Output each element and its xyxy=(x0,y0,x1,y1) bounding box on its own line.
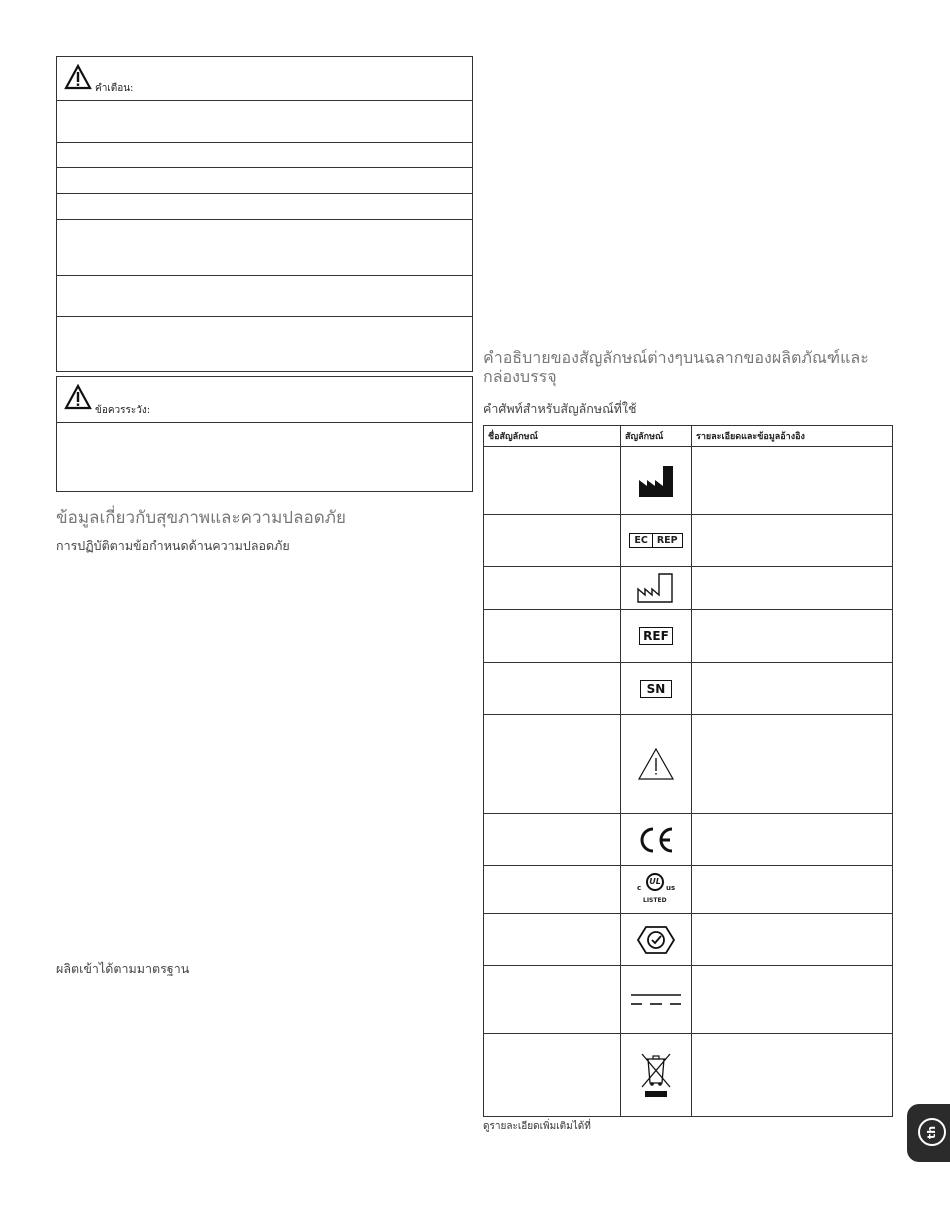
warning-row xyxy=(57,194,472,220)
ul-listed-icon: c UL us LISTED xyxy=(634,871,678,909)
table-row xyxy=(484,814,892,866)
table-row xyxy=(484,610,892,663)
safety-compliance-subheading: การปฏิบัติตามข้อกำหนดด้านความปลอดภัย xyxy=(56,538,290,553)
caution-header xyxy=(57,377,472,423)
caution-box xyxy=(56,376,473,492)
warning-row xyxy=(57,220,472,276)
symbols-table xyxy=(483,425,893,1117)
date-of-manufacture-icon xyxy=(636,572,676,604)
symbols-heading: คำอธิบายของสัญลักษณ์ต่างๆบนฉลากของผลิตภัณฑ์และกล่องบรรจุ xyxy=(483,348,869,386)
table-header-row xyxy=(484,426,892,447)
rcm-mark-icon xyxy=(637,925,675,955)
ref-icon: REF xyxy=(639,627,673,645)
ce-mark-icon xyxy=(637,826,675,854)
health-safety-heading: ข้อมูลเกี่ยวกับสุขภาพและความปลอดภัย xyxy=(56,508,346,528)
symbols-subheading: คำศัพท์สำหรับสัญลักษณ์ที่ใช้ xyxy=(483,401,637,416)
col-header-description: รายละเอียดและข้อมูลอ้างอิง xyxy=(696,432,805,442)
caution-triangle-icon xyxy=(64,384,92,410)
warning-row xyxy=(57,168,472,194)
table-row xyxy=(484,866,892,914)
language-code: th xyxy=(925,1125,939,1139)
table-row xyxy=(484,515,892,567)
table-row xyxy=(484,914,892,966)
warning-row xyxy=(57,317,472,372)
warning-box xyxy=(56,56,473,372)
col-header-name: ชื่อสัญลักษณ์ xyxy=(484,426,621,446)
col-header-symbol: สัญลักษณ์ xyxy=(621,426,692,446)
warning-header xyxy=(57,57,472,101)
footnote: ดูรายละเอียดเพิ่มเติมได้ที่ xyxy=(483,1121,591,1132)
manufacturer-icon xyxy=(637,464,675,498)
warning-row xyxy=(57,101,472,143)
standards-compliance-subheading: ผลิตเข้าได้ตามมาตรฐาน xyxy=(56,961,190,976)
table-row xyxy=(484,567,892,610)
language-tab[interactable] xyxy=(907,1104,950,1162)
warning-triangle-icon xyxy=(64,64,92,90)
table-row xyxy=(484,966,892,1034)
caution-triangle-icon xyxy=(637,747,675,781)
serial-number-icon: SN xyxy=(640,680,673,698)
warning-row xyxy=(57,276,472,317)
table-row xyxy=(484,663,892,715)
table-row xyxy=(484,447,892,515)
warning-label: คำเตือน: xyxy=(95,83,134,94)
weee-bin-icon xyxy=(639,1051,673,1099)
caution-label: ข้อควรระวัง: xyxy=(95,405,151,416)
language-badge xyxy=(918,1118,946,1146)
direct-current-icon xyxy=(630,990,682,1010)
warning-row xyxy=(57,143,472,168)
table-row xyxy=(484,1034,892,1116)
ec-rep-icon: EC REP xyxy=(629,533,682,548)
table-row xyxy=(484,715,892,814)
